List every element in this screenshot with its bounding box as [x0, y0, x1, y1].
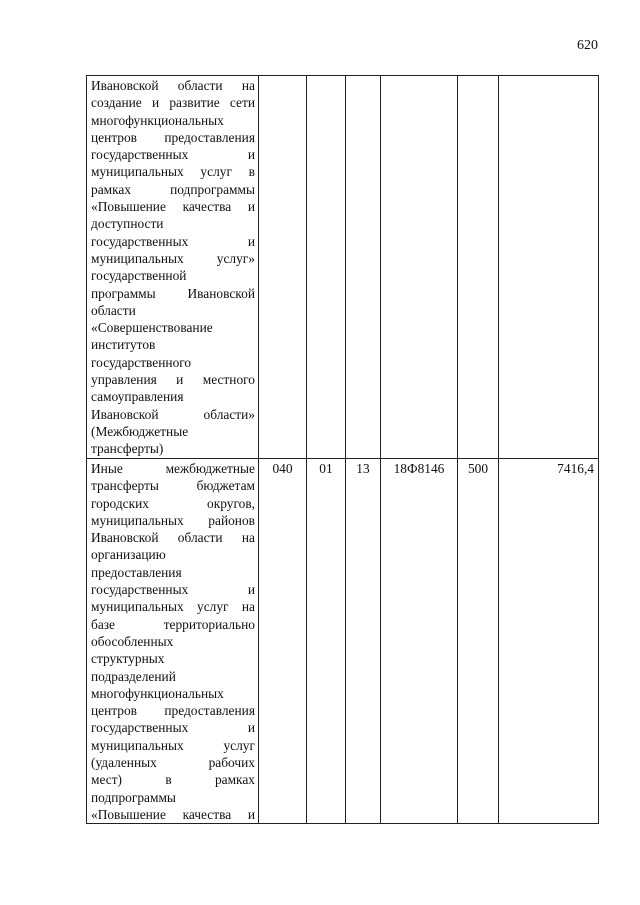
name-line: мест) в рамках — [91, 772, 255, 788]
name-line: Иные межбюджетные — [91, 461, 255, 476]
name-line: «Совершенствование — [91, 320, 213, 336]
name-line: «Повышение качества и — [91, 199, 255, 215]
expense-name-cell — [87, 459, 259, 824]
section-code-cell: 01 — [307, 459, 346, 824]
name-line: рамках подпрограммы — [91, 181, 255, 197]
name-line: муниципальных услуг» — [91, 250, 255, 266]
name-line: институтов — [91, 337, 156, 353]
name-line: обособленных — [91, 633, 174, 649]
name-line: базе территориально — [91, 616, 255, 632]
name-line: государственных и — [91, 147, 255, 163]
name-line: (Межбюджетные — [91, 423, 189, 439]
name-line: предоставления — [91, 564, 182, 580]
name-line: муниципальных услуг в — [91, 164, 255, 180]
name-line: доступности — [91, 216, 164, 232]
name-line: Ивановской области» — [91, 406, 255, 422]
name-line: подразделений — [91, 668, 176, 684]
ministry-code-cell: 040 — [259, 459, 307, 824]
name-line: государственных и — [91, 720, 255, 736]
name-line: области — [91, 302, 136, 318]
name-line: Ивановской области на — [91, 78, 255, 93]
name-line: государственных и — [91, 582, 255, 598]
name-line: подпрограммы — [91, 789, 176, 805]
name-line: государственных и — [91, 233, 255, 249]
name-line: управления и местного — [91, 372, 255, 388]
name-line: «Повышение качества и — [91, 806, 255, 822]
target-code-cell: 18Ф8146 — [381, 459, 458, 824]
section-code-cell — [307, 76, 346, 459]
name-line: самоуправления — [91, 389, 184, 405]
table-row — [87, 76, 599, 459]
subsection-code-cell: 13 — [346, 459, 381, 824]
target-code-cell — [381, 76, 458, 459]
name-line: трансферты) — [91, 441, 164, 457]
page-number: 620 — [577, 38, 598, 53]
expense-name-cell — [87, 76, 259, 459]
name-line: муниципальных услуг — [91, 737, 255, 753]
table-row — [87, 459, 599, 824]
amount-cell — [499, 76, 599, 459]
budget-table — [86, 75, 599, 824]
name-line: центров предоставления — [91, 703, 255, 719]
expense-type-cell: 500 — [458, 459, 499, 824]
name-line: муниципальных услуг на — [91, 599, 255, 615]
amount-cell: 7416,4 — [499, 459, 599, 824]
name-line: трансферты бюджетам — [91, 478, 255, 494]
name-line: (удаленных рабочих — [91, 755, 255, 771]
name-line: государственного — [91, 354, 192, 370]
ministry-code-cell — [259, 76, 307, 459]
name-line: программы Ивановской — [91, 285, 255, 301]
name-line: Ивановской области на — [91, 530, 255, 546]
subsection-code-cell — [346, 76, 381, 459]
name-line: создание и развитие сети — [91, 95, 255, 111]
name-line: центров предоставления — [91, 129, 255, 145]
name-line: муниципальных районов — [91, 512, 255, 528]
name-line: многофункциональных — [91, 685, 224, 701]
name-line: организацию — [91, 547, 166, 563]
name-line: государственной — [91, 268, 187, 284]
name-line: многофункциональных — [91, 112, 224, 128]
expense-type-cell — [458, 76, 499, 459]
name-line: городских округов, — [91, 495, 255, 511]
name-line: структурных — [91, 651, 165, 667]
